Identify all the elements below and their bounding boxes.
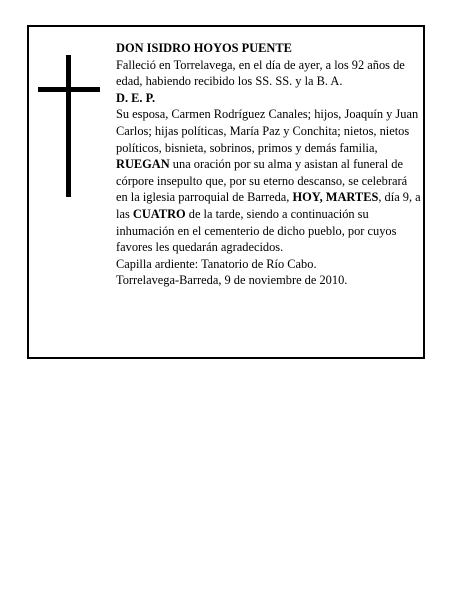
deceased-name: DON ISIDRO HOYOS PUENTE xyxy=(116,41,292,55)
cross-vertical-bar xyxy=(66,55,71,197)
request-text-1: una oración por su alma y asistan al funeral de córpore insepulto que, por su eterno descanso, se celebrará en la iglesia parroquial de Barreda, xyxy=(116,157,408,205)
place-date: Torrelavega-Barreda, 9 de noviembre de 2010. xyxy=(116,273,348,288)
funeral-request xyxy=(116,156,421,256)
ruegan-word: RUEGAN xyxy=(116,157,170,172)
cross-icon xyxy=(38,55,100,197)
funeral-hour: CUATRO xyxy=(132,206,186,221)
funeral-chapel: Capilla ardiente: Tanatorio de Río Cabo. xyxy=(116,256,317,271)
obituary-text xyxy=(116,40,421,289)
funeral-day: HOY, MARTES xyxy=(292,190,379,205)
cross-horizontal-bar xyxy=(38,87,100,92)
request-text-2: , día 9, a las xyxy=(116,190,421,221)
death-info: Falleció en Torrelavega, en el día de ayer, a los 92 años de edad, habiendo recibido los SS. SS. y la B. A. xyxy=(116,57,405,89)
request-text-3: de la tarde, siendo a continuación su inhumación en el cementerio de dicho pueblo, por cuyos favores les quedarán agradecidos. xyxy=(116,206,397,255)
obituary-notice xyxy=(27,25,425,359)
rip-line: D. E. P. xyxy=(116,90,156,105)
family-list: Su esposa, Carmen Rodríguez Canales; hijos, Joaquín y Juan Carlos; hijas políticas, María Paz y Conchita; nietos, nietos políticos, bisnieta, sobrinos, primos y demás familia, xyxy=(116,107,419,155)
